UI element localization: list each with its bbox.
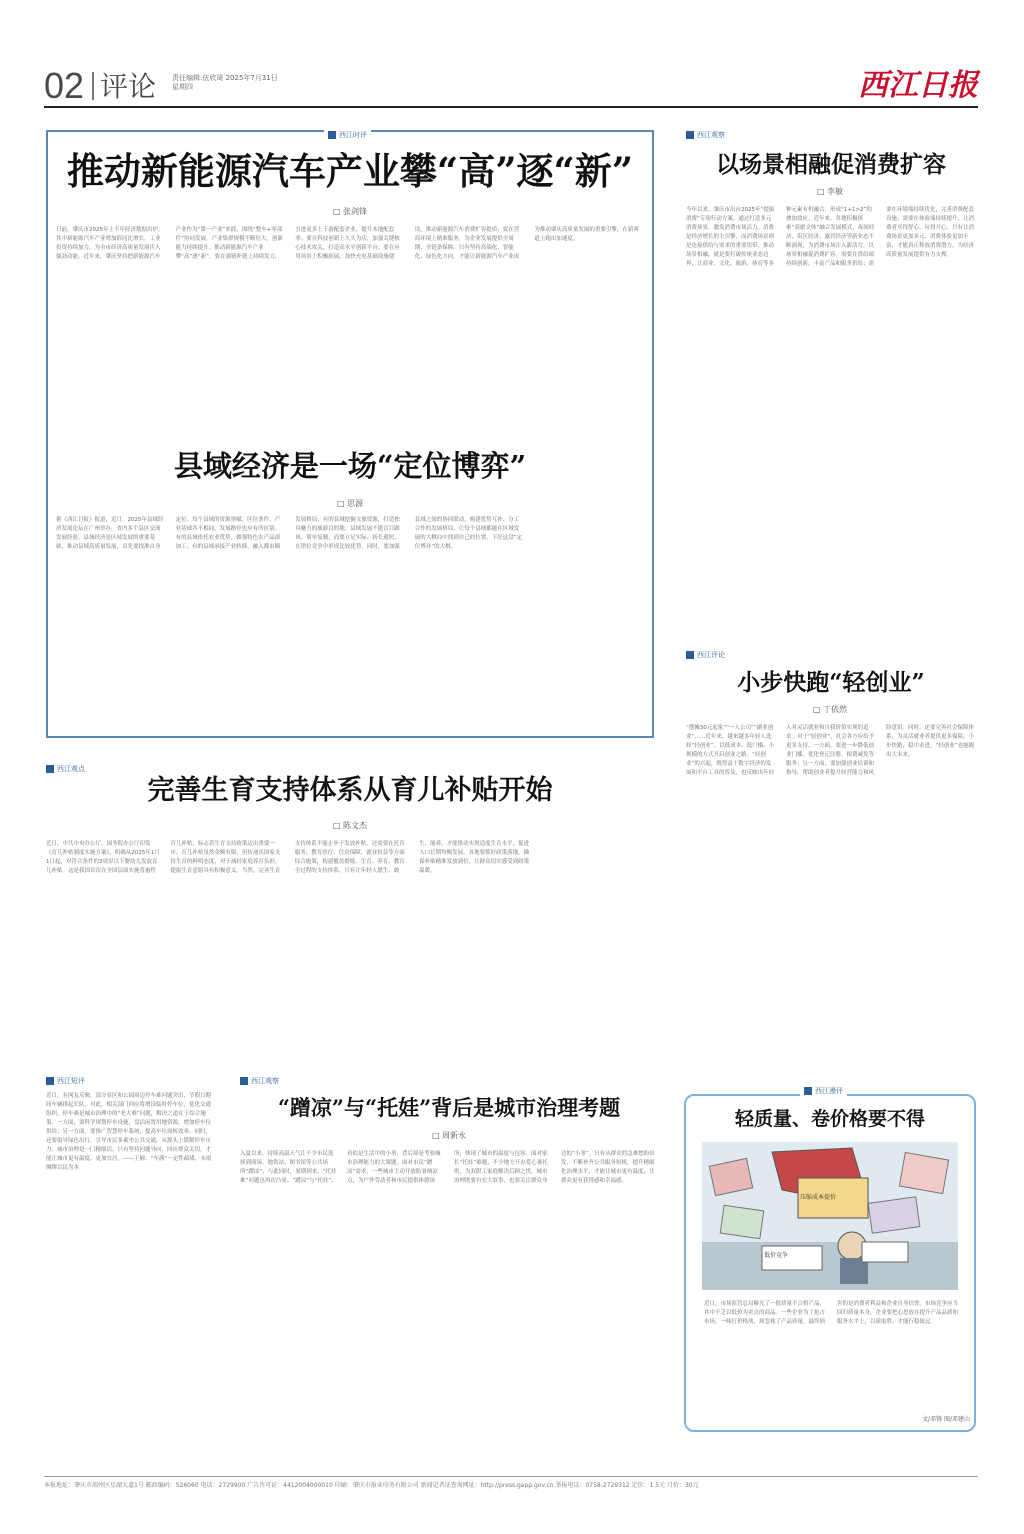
tag-icon [46,1077,54,1085]
article-tag: 西江观察 [686,130,725,140]
page-number: 02 [44,65,85,106]
masthead-logo: 西江日报 [858,68,978,103]
headline-city-governance: “蹭凉”与“托娃”背后是城市治理考题 [277,1095,621,1120]
article-body: 近日，中共中央办公厅、国务院办公厅印发《育儿补贴制度实施方案》，明确从2025年1月1日起，对符合条件的3周岁以下婴幼儿发放育儿补贴。这是我国首次在全国层面实施普惠性育儿补贴，标志着生育支持政策迈出重要一步。育儿补贴虽然金额有限，但传递出国家支持生育的鲜明态度，对于减轻家庭养育负担、提振生育意愿具有积极意义。当然，完善生育支持体系不能止步于发放补贴，还需要在托育服务、教育医疗、住房保障、就业权益等方面综合施策，构建覆盖婚嫁、生育、养育、教育全过程的支持体系。只有让年轻人愿生、敢生、能养，才能推动实现适度生育水平，促进人口长期均衡发展。各地要抓好政策落地，确保补贴精准发放到位，让群众切实感受到政策温暖。 [46,841,530,874]
article-body: 今年以来，肇庆市出台2025年“提振消费”专项行动方案，通过打造多元消费场景，激发消费市场活力。消费是经济增长的主引擎，而消费场景则是连接供给与需求的重要纽带。推动场景相融，就是要打破传统业态边界，让商业、文化、旅游、体育等多种元素有机融合，形成“1+1>2”的叠加效应。近年来，各地积极探索“商旅文体”融合发展模式，夜间经济、街区经济、露营经济等新业态不断涌现，为消费市场注入新活力。以场景相融促消费扩容，需要在供给端持续创新，丰富产品和服务供给；需要在环境端持续优化，完善消费配套设施；需要在体验端持续提升，让消费者买得舒心、玩得开心。只有让消费场景更加多元、消费体验更加丰富，才能真正释放消费潜力，为经济高质量发展提供有力支撑。 [686,207,975,267]
headline-consumption: 以场景相融促消费扩容 [716,151,946,178]
headline-quality-price: 轻质量、卷价格要不得 [734,1108,925,1130]
article-tag: 西江评论 [686,650,725,660]
byline: □ 张剑锋 [332,207,368,216]
tag-icon [686,131,694,139]
article-body: 据《西江日报》报道，近日，2025年县域经济发展论坛在广州举办，省内多个县区交流发展经验。县域经济是区域发展的重要基础，推动县域高质量发展，首先要找准自身定位。每个县域的资源禀赋、区位条件、产业基础各不相同，发展路径也应有所区别。有的县域依托农业优势，做强特色农产品深加工；有的县域承接产业转移，融入都市圈发展格局；有的县域挖掘文旅资源，打造独具魅力的旅游目的地。县域发展不能盲目跟风、简单复制，而要立足实际、扬长避短，在错位竞争中形成比较优势。同时，要加强县域之间的协同联动，构建优势互补、分工合作的发展格局，让每个县域都能在区域发展的大棋局中找到自己的位置，下好这盘“定位博弈”的大棋。 [56,517,523,550]
byline: □ 李敏 [816,187,844,196]
header-rule [44,106,978,108]
tag-icon [46,765,54,773]
article-tag: 西江观点 [46,764,85,774]
article-body: “摆摊30元起家”“一人公司”“副业创业”……近年来，越来越多年轻人选择“轻创业”，以低成本、低门槛、小规模的方式开启创业之路。“轻创业”的兴起，既得益于数字经济的发展和平台工具的普及，也反映出年轻人对灵活就业和自我价值实现的追求。对于“轻创业”，社会各方应给予更多支持。一方面，要进一步降低创业门槛，优化登记注册、税费减免等服务；另一方面，要加强创业培训和指导，帮助创业者提升经营能力和风险意识。同时，还要完善社会保障体系，为灵活就业者提供更多保障。小步快跑，稳中求进，“轻创业”也能跑出大未来。 [686,725,975,776]
headline-new-energy: 推动新能源汽车产业攀“高”逐“新” [66,149,634,193]
article-tag: 西江观察 [240,1076,279,1086]
article-body: 入夏以来，持续高温天气让不少市民选择到商场、地铁站、图书馆等公共场所“蹭凉”，与此同时，暑期到来，“托娃难”问题也再次凸显。“蹭凉”与“托娃”，看似是生活中的小事，背后却是考验城市治理能力的大课题。面对市民“蹭凉”需求，一些城市主动开放防暑纳凉点，为户外劳动者和市民提供休憩场所，体现了城市的温度与包容。面对家长“托娃”难题，不少地方开办爱心暑托班，为双职工家庭解决后顾之忧。城市治理既要有宏大叙事，也要关注群众身边的“小事”。只有从群众的急难愁盼出发，不断补齐公共服务短板，提升精细化治理水平，才能让城市更有温度、让群众更有获得感和幸福感。 [240,1151,655,1184]
tag-icon [240,1077,248,1085]
tag-icon [686,651,694,659]
tag-icon [804,1087,812,1095]
article-body: 近日，市场监管总局曝光了一批质量不合格产品，其中不乏以低价为卖点的商品。一些企业为了抢占市场，一味打价格战，却忽视了产品质量，最终损害的是消费者利益和企业自身信誉。市场竞争应当回归质量本身，企业要把心思放在提升产品品质和服务水平上，以质取胜，才能行稳致远。 [704,1301,959,1325]
page-footer: 本报地址：肇庆市端州区星湖大道1号 邮政编码：526060 电话：2729900 广告许可证：4412004000010 印刷：肇庆市报业印务有限公司 新闻记者证查询网址：http://press.gapp.gov.cn 举报电话：0758-2729312 定价：1.5元 月价：30元 [44,1476,978,1491]
article-tag: 西江漫评 [800,1086,847,1096]
header-meta: 责任编辑:伍欣琦 2025年7月31日 星期四 [172,74,278,91]
article-body: 日前，肇庆市2025年上半年经济数据出炉，其中新能源汽车产业增加值同比增长，工业投资持续加力，为全市经济高质量发展注入强劲动能。近年来，肇庆坚持把新能源汽车产业作为“第一产业”来抓，围绕“整车+零部件”协同发展，产业集群规模不断壮大，创新能力持续提升。推动新能源汽车产业攀“高”逐“新”，要在强链补链上持续发力，引进更多上下游配套企业，提升本地配套率；要在科技创新上久久为功，加强关键核心技术攻关，打造高水平创新平台；要在应用场景上积极拓展，加快充电基础设施建设，推动新能源汽车消费扩容提质；要在营商环境上精准服务，为企业发展提供全周期、全链条保障。只有坚持高端化、智能化、绿色化方向，才能让新能源汽车产业成为推动肇庆高质量发展的重要引擎，在新赛道上跑出加速度。 [56,227,639,260]
section-title: 评论 [100,70,157,103]
cartoon-credit: 文/邓锋 图/邓建山 [922,1416,970,1423]
byline: □ 丁依然 [812,705,848,714]
byline: □ 思源 [336,499,364,508]
headline-light-startup: 小步快跑“轻创业” [737,669,925,696]
cartoon-label: 低价竞争 [764,1252,789,1259]
byline: □ 陈文杰 [332,821,368,830]
editorial-cartoon [702,1142,958,1290]
header-divider [92,72,94,100]
byline: □ 周新永 [431,1131,467,1140]
article-tag: 西江短评 [46,1076,85,1086]
tag-icon [328,131,336,139]
headline-county-economy: 县域经济是一场“定位博弈” [173,449,527,483]
cartoon-label: 压缩成本提价 [800,1194,837,1201]
article-tag: 西江时评 [324,130,371,140]
article-body: 近日，有网友反映，部分景区和公园周边停车难问题突出，节假日期间车辆排起长队。对此，相关部门回应将增设临时停车位，优化交通组织。停车难是城市治理中的“老大难”问题，解决之道在于综合施策。一方面，要科学规划停车设施，盘活闲置用地资源，增加停车位供给；另一方面，要推广智慧停车系统，提高车位周转效率。同时，还要倡导绿色出行，引导市民多乘坐公共交通，从源头上缓解停车压力。城市治理是一门精细活，只有坚持问题导向、回应群众关切，才能让城市更有温度、更加宜居。——王楠：“车满”一定性疏堵，未雨绸缪以民为本 [46,1093,212,1171]
headline-childcare-subsidy: 完善生育支持体系从育儿补贴开始 [147,775,553,806]
